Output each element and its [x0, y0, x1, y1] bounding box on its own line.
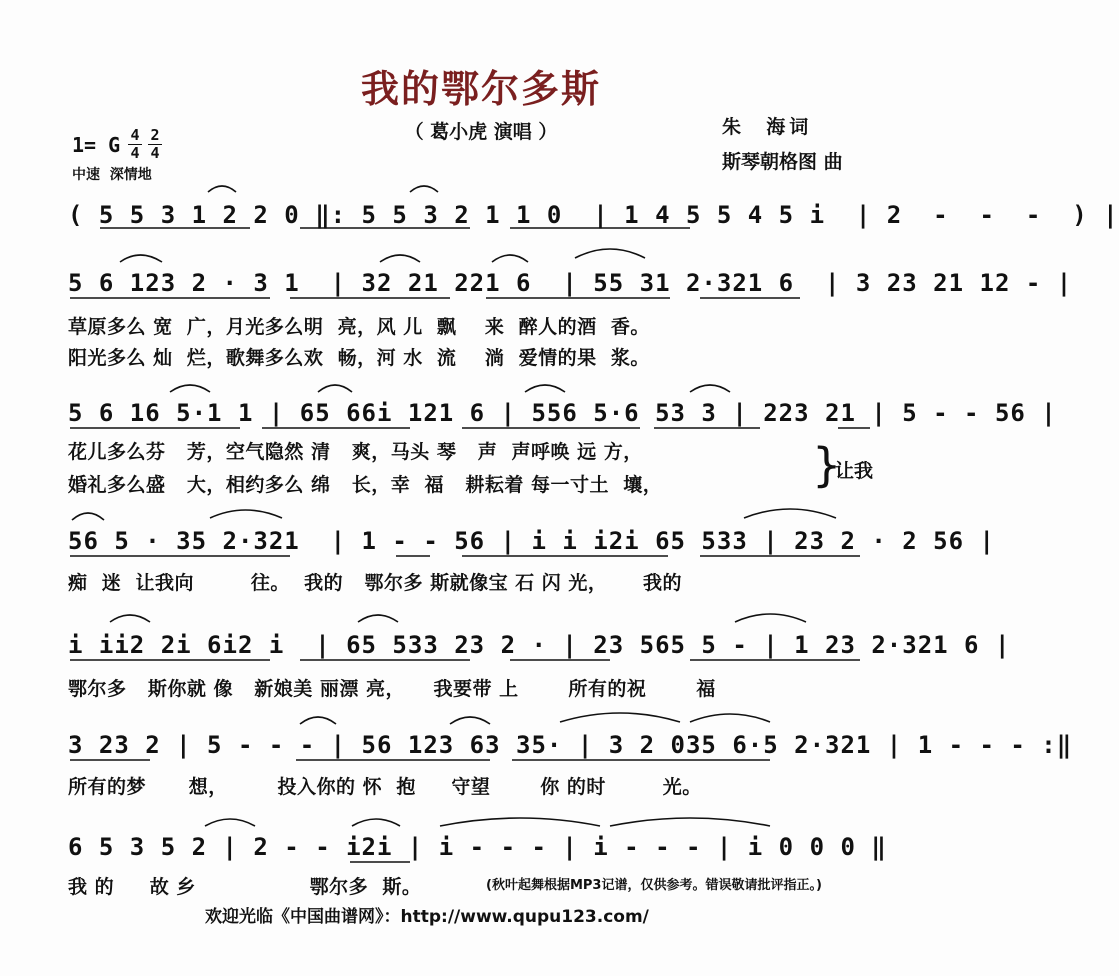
lyrics-line: 所有的梦 想， 投入你的 怀 抱 守望 你 的时 光。: [68, 776, 702, 798]
notation-text: 3 23 2 | 5 - - - | 56 123 63 35· | 3 2 035 6·5 2·321 | 1 - - - :‖: [68, 731, 1073, 759]
slur: [208, 186, 236, 192]
time-sig-top: 4: [130, 126, 140, 144]
notation-text: 6 5 3 5 2 | 2 - - i2i | i - - - | i - - - | i 0 0 0 ‖: [68, 833, 887, 861]
time-sig-top: 2: [150, 126, 160, 144]
slur: [352, 819, 400, 826]
score-line-2: [68, 266, 1073, 300]
slur: [205, 819, 255, 826]
slur: [525, 385, 565, 392]
verse-brace: }: [812, 438, 842, 492]
key-signature: 1= G: [72, 133, 121, 157]
slur: [735, 614, 806, 622]
slur: [744, 509, 836, 518]
slur: [72, 513, 104, 520]
time-sig-bottom: 4: [130, 144, 140, 162]
website-footer: 欢迎光临《中国曲谱网》：http://www.qupu123.com/: [205, 907, 649, 927]
score-line-7: [68, 830, 894, 864]
composer-credit: 斯琴朝格图 曲: [722, 151, 843, 173]
lyricist-credit: 朱 海词: [722, 116, 813, 138]
lyrics-verse-2: 婚礼多么盛 大，相约多么 绵 长，幸 福 耕耘着 每一寸土 壤，: [68, 474, 663, 496]
slur: [690, 714, 770, 722]
slur: [110, 615, 150, 622]
score-line-6: [68, 728, 1073, 762]
slur: [358, 615, 398, 622]
slur: [610, 818, 770, 826]
slur: [560, 713, 680, 722]
lyrics-verse-1: 花儿多么芬 芳，空气隐然 清 爽，马头 琴 声 声呼唤 远 方，: [68, 441, 643, 463]
notation-text: 56 5 · 35 2·321 | 1 - - 56 | i i i2i 65 533 | 23 2 · 2 56 |: [68, 527, 995, 555]
slur: [210, 510, 282, 518]
slur: [440, 818, 600, 826]
slur: [170, 385, 210, 392]
time-signature-4-4: [128, 128, 142, 161]
transcription-note: (秋叶起舞根据MP3记谱，仅供参考。错误敬请批评指正。): [486, 878, 822, 893]
score-line-3: [68, 396, 1057, 430]
score-line-4: [68, 524, 995, 558]
slur: [410, 186, 438, 192]
lyrics-side: 让我: [835, 460, 874, 482]
slur: [120, 255, 162, 262]
lyrics-line: 我 的 故 乡 鄂尔多 斯。: [68, 876, 422, 898]
score-line-5: [68, 628, 1011, 662]
lyrics-verse-2: 阳光多么 灿 烂，歌舞多么欢 畅，河 水 流 淌 爱情的果 浆。: [68, 347, 650, 369]
lyrics-line: 鄂尔多 斯你就 像 新娘美 丽漂 亮， 我要带 上 所有的祝 福: [68, 678, 716, 700]
slur: [575, 249, 645, 258]
slur: [690, 385, 730, 392]
time-sig-bottom: 4: [150, 144, 160, 162]
notation-text: i ii2 2i 6i2 i | 65 533 23 2 · | 23 565 5 - | 1 23 2·321 6 |: [68, 631, 1011, 659]
song-title: 我的鄂尔多斯: [360, 67, 601, 111]
time-signature-2-4: [148, 128, 162, 161]
score-line-1: [68, 198, 1119, 232]
tempo-marking: 中速 深情地: [72, 167, 152, 183]
slur: [450, 717, 490, 724]
slur: [318, 385, 352, 392]
slur: [380, 255, 420, 262]
lyrics-line: 痴 迷 让我向 往。 我的 鄂尔多 斯就像宝 石 闪 光， 我的: [68, 572, 682, 594]
lyrics-verse-1: 草原多么 宽 广，月光多么明 亮，风 儿 飘 来 醉人的酒 香。: [68, 316, 650, 338]
singer-credit: （ 葛小虎 演唱 ）: [404, 121, 558, 143]
notation-text: 5 6 123 2 · 3 1 | 32 21 221 6 | 55 31 2·321 6 | 3 23 21 12 - |: [68, 269, 1073, 297]
notation-text: ( 5 5 3 1 2 2 0 ‖: 5 5 3 2 1 1 0 | 1 4 5 5 4 5 i | 2 - - - ) |: [68, 201, 1119, 229]
notation-text: 5 6 16 5·1 1 | 65 66i 121 6 | 556 5·6 53 3 | 223 21 | 5 - - 56 |: [68, 399, 1057, 427]
slur: [300, 717, 336, 724]
slur: [492, 255, 528, 262]
